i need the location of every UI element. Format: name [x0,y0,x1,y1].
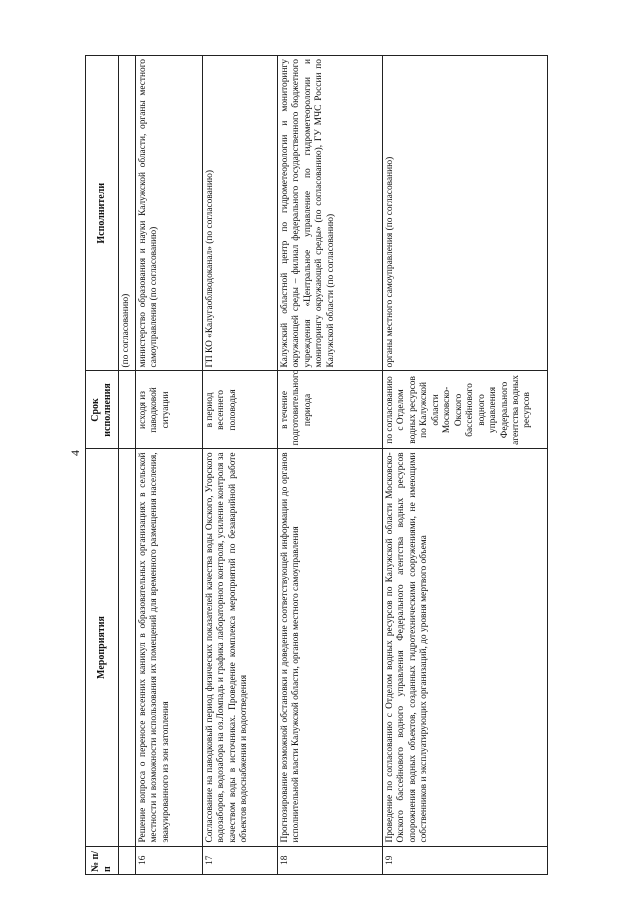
rotated-table-sheet [85,55,545,875]
header-term: Срок исполнения [86,371,119,449]
row-activity: Согласование на паводковый период физических показателей качества воды Окского, Угорского водозаборов, водозабора на оз.Ломпадь и графика лабораторного контроля, усиление контроля за качеством воды в источниках. Проведение комплекса мероприятий по безаварийной работе объектов водоснабжения и водоотведения [202,449,277,846]
table-row [277,56,382,875]
header-activities: Мероприятия [86,449,119,846]
continuation-text: (по согласованию) [119,56,135,371]
table-header-row [86,56,119,875]
row-term: в период весеннего половодья [202,371,277,449]
table-row [135,56,202,875]
row-term: по согласованию с Отделом водных ресурсов по Калужской области Московско-Окского бассейнового водного управления Федерального агентства водных ресурсов [382,371,547,449]
continuation-row [119,56,135,875]
row-num: 18 [277,846,382,874]
header-num: № п/п [86,846,119,874]
row-executor: Калужский областной центр по гидрометеорологии и мониторингу окружающей среды – филиал федерального государственного бюджетного учреждения «Центральное управление по гидрометеорологии и мониторингу окружающей среды» (по согласованию), ГУ МЧС России по Калужской области (по согласованию) [277,56,382,371]
page-number: 4 [68,450,82,456]
row-num: 16 [135,846,202,874]
row-activity: Проведение по согласованию с Отделом водных ресурсов по Калужской области Московско-Окского бассейнового водного управления Федерального агентства водных ресурсов опорожнения водных объектов, созданных гидротехническими сооружениями, не имеющими собственников и эксплуатирующих организаций, до уровня мертвого объема [382,449,547,846]
row-executor: ГП КО «Калугаоблводоканал» (по согласованию) [202,56,277,371]
row-num: 19 [382,846,547,874]
header-executors: Исполнители [86,56,119,371]
row-term: исходя из паводковой ситуации [135,371,202,449]
row-num: 17 [202,846,277,874]
row-executor: органы местного самоуправления (по согласованию) [382,56,547,371]
row-executor: министерство образования и науки Калужской области, органы местного самоуправления (по согласованию) [135,56,202,371]
row-term: в течение подготовительного периода [277,371,382,449]
activities-table [85,55,548,875]
table-row [382,56,547,875]
row-activity: Прогнозирование возможной обстановки и доведение соответствующей информации до органов исполнительной власти Калужской области, органов местного самоуправления [277,449,382,846]
table-row [202,56,277,875]
row-activity: Решение вопроса о переносе весенних каникул в образовательных организациях в сельской местности и возможности использования их помещений для временного размещения населения, эвакуированного из зон затопления [135,449,202,846]
